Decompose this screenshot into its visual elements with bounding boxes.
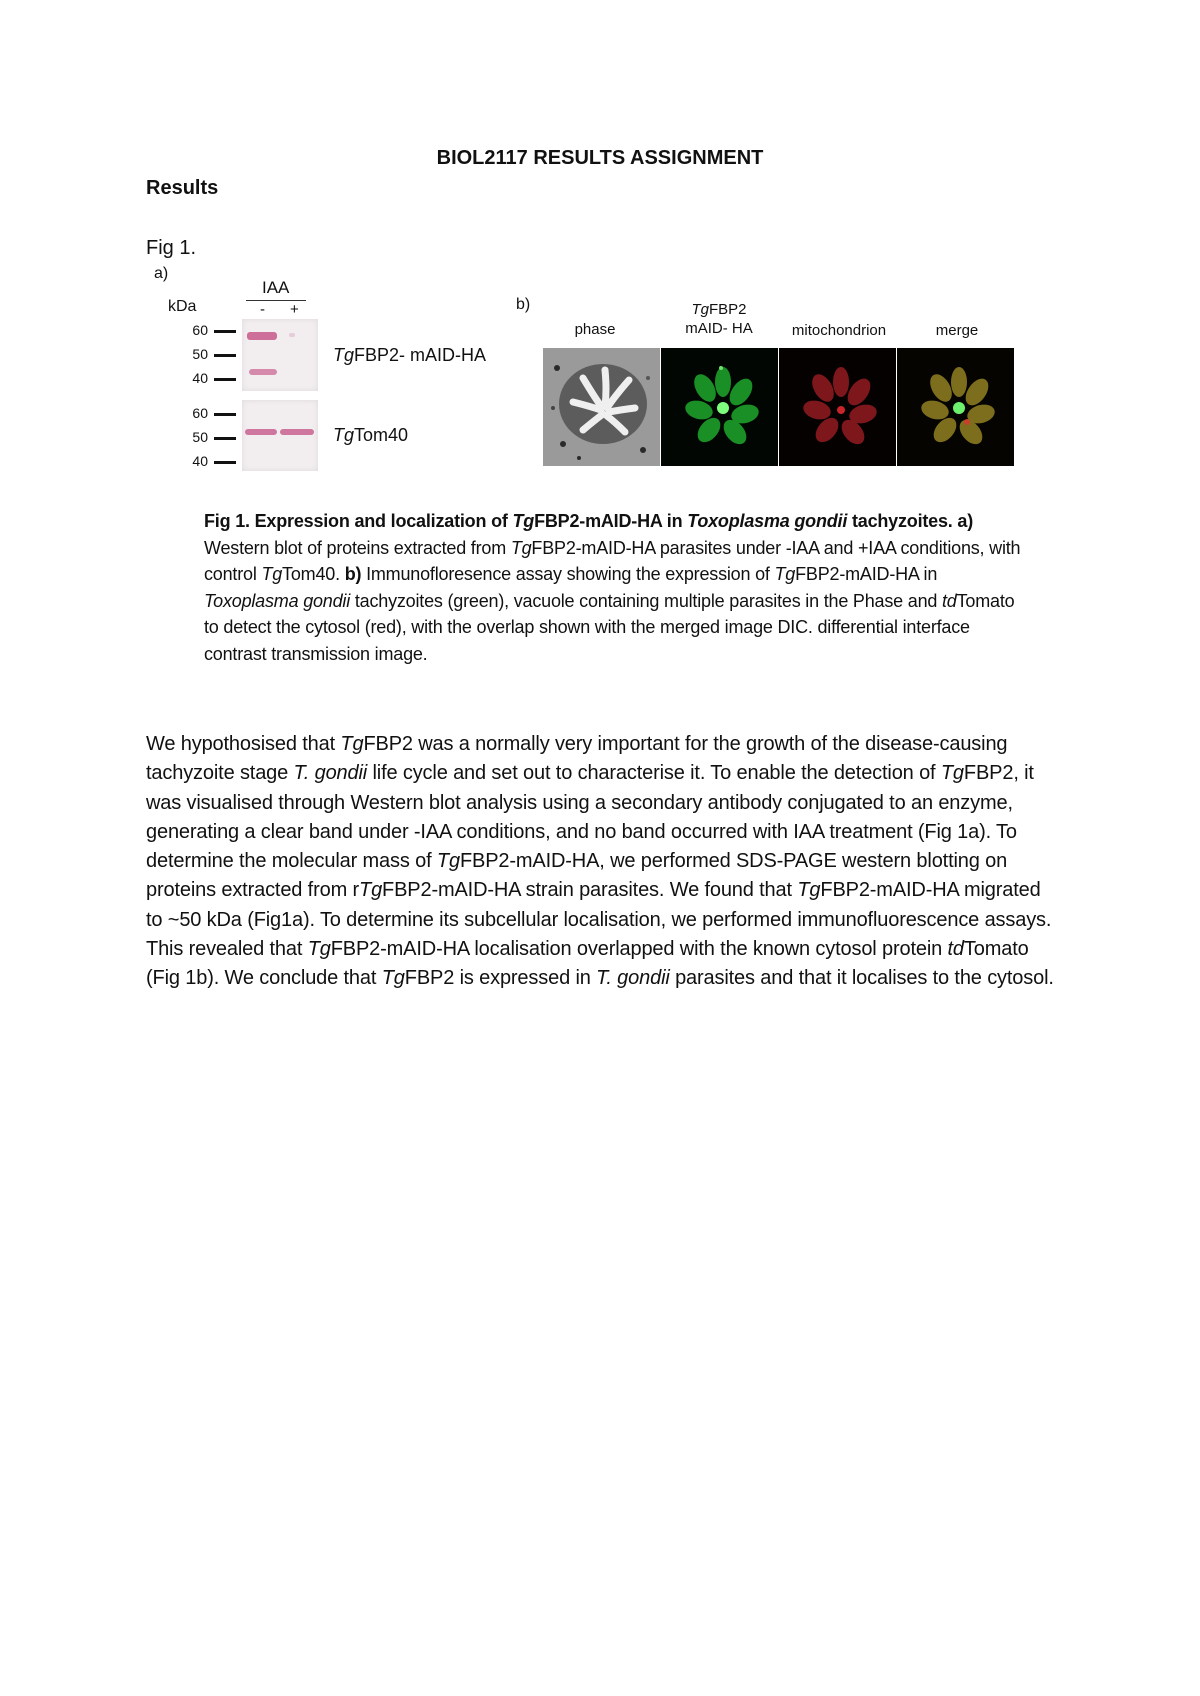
document-title: BIOL2117 RESULTS ASSIGNMENT [436,147,764,169]
image-mitochondrion-red [779,348,896,466]
header-tgfbp2: TgFBP2 mAID- HA [685,301,753,337]
band-minus-lane [245,429,277,435]
image-merge [897,348,1014,466]
kda-label: kDa [168,298,197,315]
results-heading: Results [146,177,219,199]
header-phase: phase [574,321,616,338]
merge-micrograph [897,348,1014,466]
phase-micrograph [543,348,660,466]
header-mitochondrion: mitochondrion [791,322,887,339]
green-fluorescence-micrograph [661,348,778,466]
marker-tick [214,354,236,357]
band-lower [249,369,277,375]
image-phase [543,348,660,466]
figure-caption: Fig 1. Expression and localization of TgFBP2-mAID-HA in Toxoplasma gondii tachyzoites. a) Western blot of proteins extracted from TgFBP2-mAID-HA parasites under -IAA and +IAA conditions, with control TgTom40. b) Immunofloresence assay showing the expression of TgFBP2-mAID-HA in Toxoplasma gondii tachyzoites (green), vacuole containing multiple parasites in the Phase and tdTomato to detect the cytosol (red), with the overlap shown with the merged image DIC. differential interface contrast transmission image. [204,511,1021,664]
band-plus-lane [280,429,314,435]
marker-tick [214,378,236,381]
header-merge: merge [935,322,979,339]
lane-minus-label: - [260,301,265,318]
band-faint [289,333,295,337]
band-upper [247,332,277,340]
marker-tick [214,413,236,416]
label-tgtom40: TgTom40 [333,425,409,445]
image-tgfbp2-green [661,348,778,466]
figure-label: Fig 1. [146,237,197,259]
document-page: BIOL2117 RESULTS ASSIGNMENT Results Fig 1. a) IAA - + kDa 60 50 40 60 50 40 TgFBP2- mAID-HA TgTom40 b) phase TgFBP2 mAID- HA mitochondrion merge Fig 1. Expression and localization of TgFBP2-mAID-HA in Toxoplasma gondii tachyzoites. a) Western blot of proteins extracted from TgFBP2-mAID-HA parasites under -IAA and +IAA conditions, with control TgTom40. b) Immunofloresence assay showing the expression of TgFBP2-mAID-HA in Toxoplasma gondii tachyzoites (green), vacuole containing multiple parasites in the Phase and tdTomato to detect the cytosol (red), with the overlap shown with the merged image DIC. differential interface contrast transmission image. We hypothosised that TgFBP2 was a normally very important for the growth of the disease-causing tachyzoite stage T. gondii life cycle and set out to characterise it. To enable the detection of TgFBP2, it was visualised through Western blot analysis using a secondary antibody conjugated to an enzyme, generating a clear band under -IAA conditions, and no band occurred with IAA treatment (Fig 1a). To determine the molecular mass of TgFBP2-mAID-HA, we performed SDS-PAGE western blotting on proteins extracted from rTgFBP2-mAID-HA strain parasites. We found that TgFBP2-mAID-HA migrated to ~50 kDa (Fig1a). To determine its subcellular localisation, we performed immunofluorescence assays. This revealed that TgFBP2-mAID-HA localisation overlapped with the known cytosol protein tdTomato (Fig 1b). We conclude that TgFBP2 is expressed in T. gondii parasites and that it localises to the cytosol. [0,0,1200,1696]
panel-b-letter: b) [516,296,531,313]
marker-tick [214,461,236,464]
marker-tick [214,330,236,333]
lane-plus-label: + [290,301,299,318]
blot-tgtom40 [242,400,318,471]
red-fluorescence-micrograph [779,348,896,466]
marker-tick [214,437,236,440]
panel-a-letter: a) [154,265,169,282]
results-paragraph: We hypothosised that TgFBP2 was a normally very important for the growth of the disease-causing tachyzoite stage T. gondii life cycle and set out to characterise it. To enable the detection of TgFBP2, it was visualised through Western blot analysis using a secondary antibody conjugated to an enzyme, generating a clear band under -IAA conditions, and no band occurred with IAA treatment (Fig 1a). To determine the molecular mass of TgFBP2-mAID-HA, we performed SDS-PAGE western blotting on proteins extracted from rTgFBP2-mAID-HA strain parasites. We found that TgFBP2-mAID-HA migrated to ~50 kDa (Fig1a). To determine its subcellular localisation, we performed immunofluorescence assays. This revealed that TgFBP2-mAID-HA localisation overlapped with the known cytosol protein tdTomato (Fig 1b). We conclude that TgFBP2 is expressed in T. gondii parasites and that it localises to the cytosol. [146,733,1054,990]
label-tgfbp2-mAID-HA: TgFBP2- mAID-HA [333,345,487,365]
iaa-label: IAA [262,278,290,297]
blot-tgfbp2 [242,319,318,391]
